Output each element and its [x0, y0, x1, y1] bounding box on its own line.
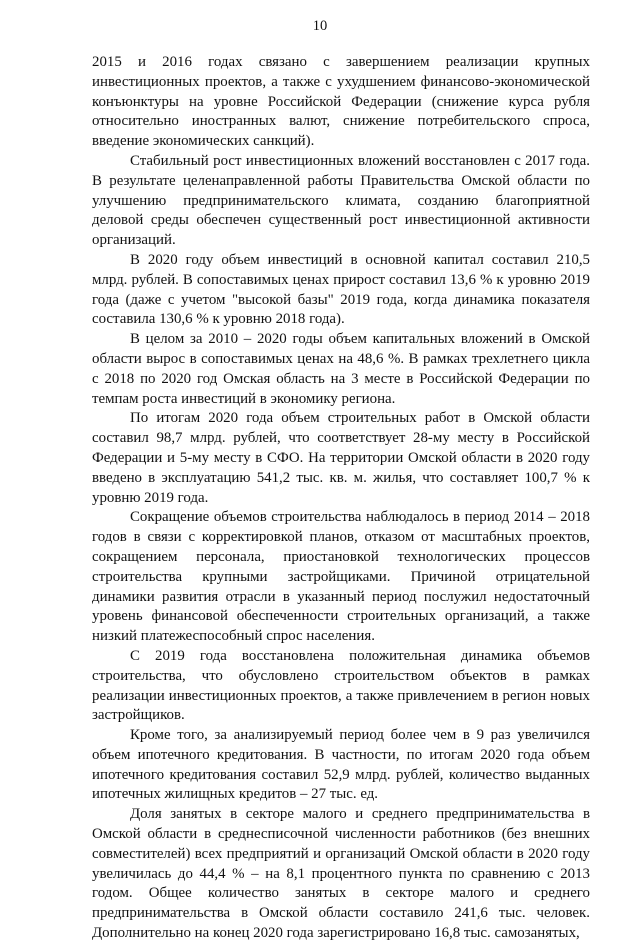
page-number: 10 [312, 18, 328, 34]
paragraph-8: Кроме того, за анализируемый период более чем в 9 раз увеличился объем ипотечного кредитования. В частности, по итогам 2020 года объем ипотечного кредитования составил 52,9 млрд. рублей, количество выданных ипотечных жилищных кредитов – 27 тыс. ед. [92, 727, 590, 803]
paragraph-9: Доля занятых в секторе малого и среднего предпринимательства в Омской области в среднесписочной численности работников (без внешних совместителей) всех предприятий и организаций Омской области в 2020 году увеличилась до 44,4 % – на 8,1 процентного пункта по сравнению с 2013 годом. Общее количество занятых в секторе малого и среднего предпринимательства в Омской области составило 241,6 тыс. человек. Дополнительно на конец 2020 года зарегистрировано 16,8 тыс. самозанятых, [92, 806, 590, 942]
paragraph-1: 2015 и 2016 годах связано с завершением реализации крупных инвестиционных проектов, а также с ухудшением финансово-экономической конъюнктуры на уровне Российской Федерации (снижение курса рубля относительно иностранных валют, снижение потребительского спроса, введение экономических санкций). [92, 54, 590, 150]
document-body [92, 53, 590, 944]
paragraph-4: В целом за 2010 – 2020 годы объем капитальных вложений в Омской области вырос в сопоставимых ценах на 48,6 %. В рамках трехлетнего цикла с 2018 по 2020 год Омская область на 3 месте в Российской Федерации по темпам роста инвестиций в экономику региона. [92, 331, 590, 407]
paragraph-2: Стабильный рост инвестиционных вложений восстановлен с 2017 года. В результате целенаправленной работы Правительства Омской области по улучшению предпринимательского климата, созданию благоприятной деловой среды обеспечен существенный рост инвестиционной активности организаций. [92, 152, 590, 249]
paragraph-6: Сокращение объемов строительства наблюдалось в период 2014 – 2018 годов в связи с корректировкой планов, отказом от масштабных проектов, сокращением персонала, приостановкой технологических процессов строительства крупными застройщиками. Причиной отрицательной динамики развития отрасли в указанный период послужил недостаточный уровень финансовой обеспеченности строительных организаций, а также низкий платежеспособный спрос населения. [92, 509, 590, 645]
paragraph-5: По итогам 2020 года объем строительных работ в Омской области составил 98,7 млрд. рублей, что соответствует 28-му месту в Российской Федерации и 5-му месту в СФО. На территории Омской области в 2020 году введено в эксплуатацию 541,2 тыс. кв. м. жилья, что составляет 100,7 % к уровню 2019 года. [92, 410, 590, 506]
paragraph-7: С 2019 года восстановлена положительная динамика объемов строительства, что обусловлено строительством объектов в рамках реализации инвестиционных проектов, а также привлечением в регион новых застройщиков. [92, 647, 590, 724]
paragraph-3: В 2020 году объем инвестиций в основной капитал составил 210,5 млрд. рублей. В сопоставимых ценах прирост составил 13,6 % к уровню 2019 года (даже с учетом "высокой базы" 2019 года, когда динамика показателя составила 130,6 % к уровню 2018 года). [92, 251, 590, 328]
